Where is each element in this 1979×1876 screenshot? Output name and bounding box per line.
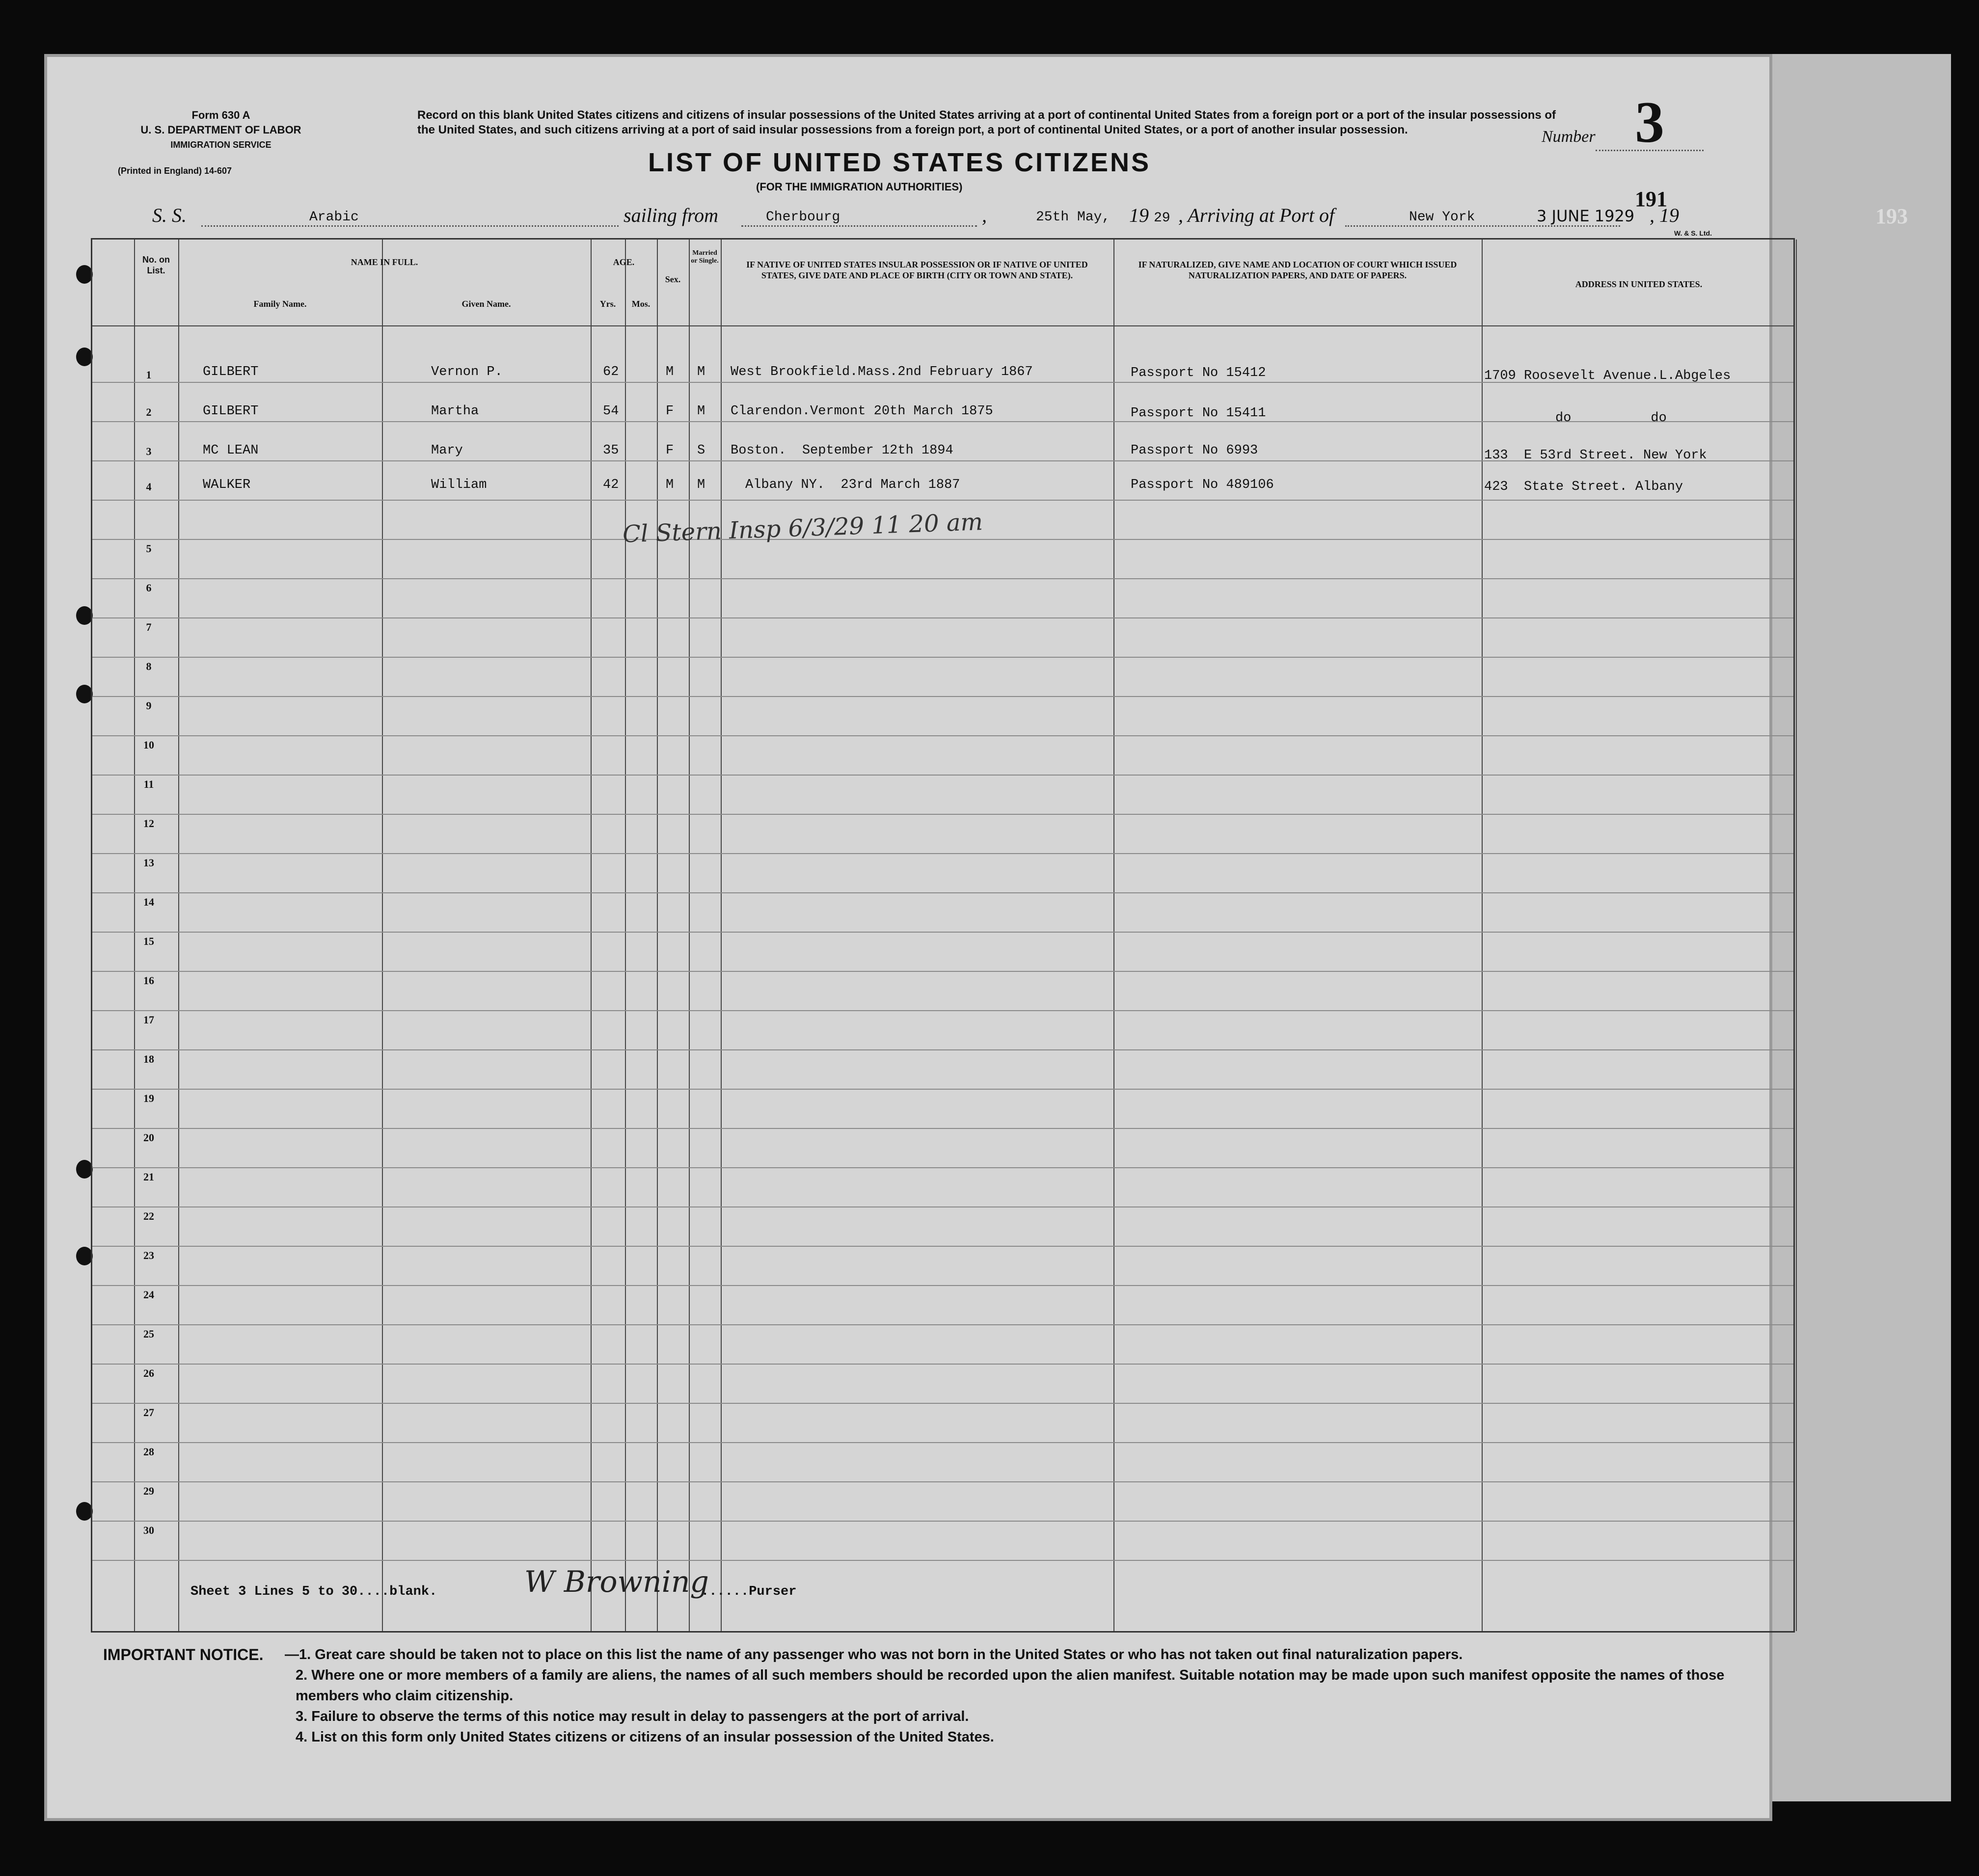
- birth-info: Boston. September 12th 1894: [731, 443, 953, 458]
- sheet-number: 3: [1635, 89, 1664, 155]
- departure-date: 25th May,: [1036, 210, 1111, 225]
- birth-info: West Brookfield.Mass.2nd February 1867: [731, 365, 1033, 379]
- row-number: 1: [146, 369, 152, 381]
- row-number: 3: [146, 445, 152, 457]
- year-suffix: 29: [1154, 211, 1170, 226]
- ss-label: S. S.: [152, 204, 187, 226]
- row-number: 4: [146, 481, 152, 493]
- row-number: 18: [143, 1053, 154, 1065]
- col-no: No. on List.: [142, 255, 170, 275]
- table-row: [92, 478, 1793, 497]
- col-yrs: Yrs.: [599, 299, 616, 309]
- family-name: MC LEAN: [203, 443, 259, 458]
- arrival-port: New York: [1409, 210, 1475, 225]
- record-instructions: Record on this blank United States citizens and citizens of insular possessions of the United States arriving at a port of continental United States from a foreign port or a port of the insular possessions of the United States, and such citizens arriving at a port of said insular possessions from a foreign port, a port of continental United States, or a port of another insular possession.: [417, 108, 1556, 136]
- naturalization: Passport No 6993: [1131, 443, 1258, 458]
- col-given-name: Given Name.: [461, 299, 511, 309]
- row-number: 15: [143, 935, 154, 947]
- notice-item: 3. Failure to observe the terms of this notice may result in delay to passengers at the port of arrival.: [296, 1709, 969, 1724]
- table-row: [92, 365, 1793, 384]
- col-family-name: Family Name.: [253, 299, 307, 309]
- purser-signature: W Browning: [524, 1565, 709, 1599]
- printer-mark: W. & S. Ltd.: [1674, 229, 1712, 237]
- printed-note: (Printed in England) 14-607: [118, 166, 232, 176]
- passenger-table: [91, 238, 1795, 1633]
- row-number: 5: [146, 542, 152, 555]
- us-address: 1709 Roosevelt Avenue.L.Abgeles: [1484, 369, 1731, 383]
- form-number: Form 630 A: [191, 109, 250, 121]
- row-number: 28: [143, 1446, 154, 1458]
- sex: F: [666, 443, 674, 458]
- marital-status: M: [697, 365, 705, 379]
- col-birth: IF NATIVE OF UNITED STATES INSULAR POSSESSION OR IF NATIVE OF UNITED STATES, GIVE DATE AND PLACE OF BIRTH (CITY OR TOWN AND STATE).: [746, 260, 1088, 280]
- notice-item: 4. List on this form only United States citizens or citizens of an insular possession of the United States.: [296, 1729, 994, 1745]
- naturalization: Passport No 15411: [1131, 406, 1266, 421]
- family-name: GILBERT: [203, 404, 259, 419]
- row-number: 11: [143, 778, 154, 790]
- row-number: 24: [143, 1288, 154, 1301]
- row-number: 27: [143, 1406, 154, 1419]
- punch-hole: [76, 265, 93, 284]
- departure-port: Cherbourg: [766, 210, 840, 225]
- given-name: Martha: [431, 404, 479, 419]
- form-header: [133, 108, 309, 152]
- punch-hole: [76, 1502, 93, 1521]
- row-number: 23: [143, 1249, 154, 1261]
- row-number: 17: [143, 1014, 154, 1026]
- col-name-in-full: NAME IN FULL.: [351, 257, 418, 267]
- marital-status: M: [697, 478, 705, 492]
- row-number: 21: [143, 1171, 154, 1183]
- family-name: WALKER: [203, 478, 251, 492]
- birth-info: Albany NY. 23rd March 1887: [745, 478, 960, 492]
- sex: F: [666, 404, 674, 419]
- row-number: 25: [143, 1328, 154, 1340]
- number-label: Number: [1542, 128, 1596, 146]
- page-subtitle: (FOR THE IMMIGRATION AUTHORITIES): [756, 181, 963, 193]
- manifest-sheet: [44, 54, 1908, 1821]
- given-name: William: [431, 478, 487, 492]
- row-number: 14: [143, 896, 154, 908]
- page-number-right: 193: [1875, 204, 1908, 228]
- purser-label: ......Purser: [701, 1584, 797, 1599]
- sex: M: [666, 478, 674, 492]
- age-years: 42: [603, 478, 619, 492]
- given-name: Mary: [431, 443, 463, 458]
- punch-hole: [76, 1160, 93, 1179]
- row-number: 9: [146, 699, 152, 712]
- voyage-line: S. S. Arabic sailing from Cherbourg , 25th May, 19 29 , Arriving at Port of New York 3 JUNE 1929 , 19 W. & S. Ltd.: [152, 204, 1712, 237]
- notice-item: 2. Where one or more members of a family are aliens, the names of all such members should be recorded upon the alien manifest. Suitable notation may be made upon such manifest opposite the names of those members who claim citizenship.: [296, 1667, 1725, 1704]
- col-age: AGE.: [613, 257, 635, 267]
- row-number: 26: [143, 1367, 154, 1379]
- year-prefix: 19: [1129, 204, 1149, 226]
- punch-hole: [76, 1247, 93, 1265]
- punch-hole: [76, 348, 93, 366]
- given-name: Vernon P.: [431, 365, 503, 379]
- service: IMMIGRATION SERVICE: [170, 140, 271, 150]
- arrival-stamp: 3 JUNE 1929: [1537, 207, 1635, 225]
- col-married: Married or Single.: [691, 249, 719, 265]
- naturalization: Passport No 15412: [1131, 366, 1266, 380]
- row-number: 16: [143, 974, 154, 987]
- row-number: 19: [143, 1092, 154, 1104]
- notice-label: IMPORTANT NOTICE.: [103, 1646, 264, 1663]
- row-number: 10: [143, 739, 154, 751]
- row-number: 20: [143, 1131, 154, 1144]
- col-mos: Mos.: [631, 299, 651, 309]
- col-naturalized: IF NATURALIZED, GIVE NAME AND LOCATION OF COURT WHICH ISSUED NATURALIZATION PAPERS, AND DATE OF PAPERS.: [1138, 260, 1457, 280]
- row-number: 29: [143, 1485, 154, 1497]
- row-number: 30: [143, 1524, 154, 1536]
- naturalization: Passport No 489106: [1131, 478, 1274, 492]
- row-number: 2: [146, 406, 152, 418]
- marital-status: S: [697, 443, 705, 458]
- us-address: do do: [1555, 411, 1667, 426]
- ship-name: Arabic: [309, 210, 359, 225]
- sex: M: [666, 365, 674, 379]
- row-number: 12: [143, 817, 154, 830]
- notice-item: —1. Great care should be taken not to place on this list the name of any passenger who was not born in the United States or who has not taken out final naturalization papers.: [285, 1647, 1463, 1662]
- row-number: 6: [146, 582, 152, 594]
- row-number: 7: [146, 621, 152, 633]
- row-number: 13: [143, 857, 154, 869]
- page-number: 191: [1635, 187, 1667, 211]
- us-address: 423 State Street. Albany: [1484, 480, 1683, 494]
- punch-hole: [76, 685, 93, 703]
- col-address: ADDRESS IN UNITED STATES.: [1575, 279, 1703, 289]
- age-years: 54: [603, 404, 619, 419]
- table-row: [92, 443, 1793, 463]
- arriving-label: , Arriving at Port of: [1178, 204, 1335, 226]
- inspector-note: Cl Stern Insp 6/3/29 11 20 am: [622, 508, 983, 548]
- page-title: LIST OF UNITED STATES CITIZENS: [648, 148, 1151, 177]
- sailing-label: sailing from: [624, 204, 718, 226]
- blank-lines-note: Sheet 3 Lines 5 to 30....blank.: [190, 1584, 437, 1599]
- punch-hole: [76, 606, 93, 625]
- family-name: GILBERT: [203, 365, 259, 379]
- empty-row-numbers: [134, 529, 178, 1550]
- arrival-year-prefix: , 19: [1650, 204, 1679, 226]
- table-row: [92, 404, 1793, 424]
- age-years: 62: [603, 365, 619, 379]
- col-sex: Sex.: [665, 274, 681, 284]
- us-address: 133 E 53rd Street. New York: [1484, 448, 1707, 463]
- department: U. S. DEPARTMENT OF LABOR: [140, 124, 301, 136]
- age-years: 35: [603, 443, 619, 458]
- notice-items: [285, 1644, 1758, 1747]
- row-number: 8: [146, 660, 152, 672]
- birth-info: Clarendon.Vermont 20th March 1875: [731, 404, 993, 419]
- row-number: 22: [143, 1210, 154, 1222]
- marital-status: M: [697, 404, 705, 419]
